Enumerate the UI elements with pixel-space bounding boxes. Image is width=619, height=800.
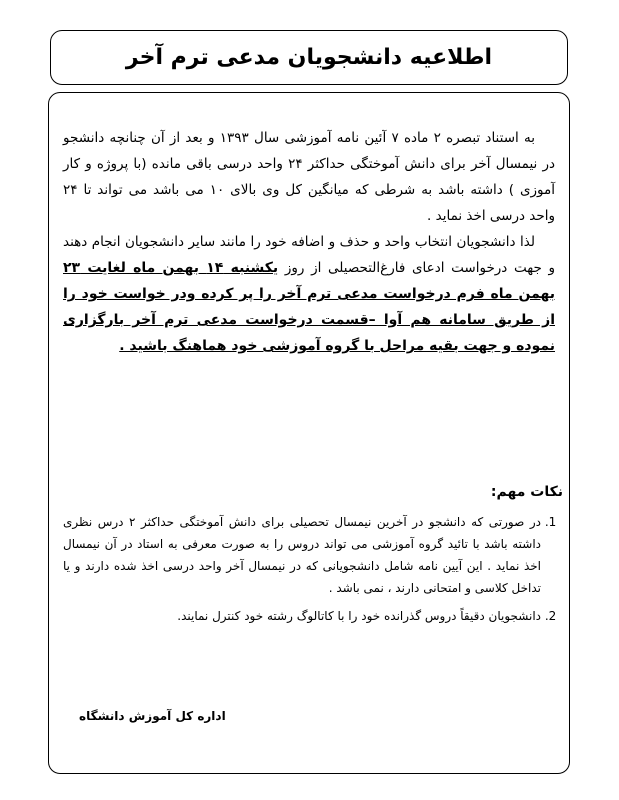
paragraph-instructions-plain: لذا دانشجویان انتخاب واحد و حذف و اضافه خود را مانند سایر دانشجویان انجام دهند و جهت درخواست ادعای فارغ‌التحصیلی از روز [63, 234, 555, 276]
paragraph-instructions-highlight: یکشنبه ۱۴ بهمن ماه لغایت ۲۳ بهمن ماه فرم درخواست مدعی ترم آخر را پر کرده ودر خواست خود را از طریق سامانه هم آوا –قسمت درخواست مدعی ترم آخر بارگزاری نموده و جهت بقیه مراحل با گروه آموزشی خود هماهنگ باشید . [63, 260, 555, 354]
notes-heading: نکات مهم: [490, 484, 563, 500]
notes-section [63, 481, 563, 633]
note-item: 1. در صورتی که دانشجو در آخرین نیمسال تحصیلی برای دانش آموختگی حداکثر ۲ درس نظری داشته باشد با تائید گروه آموزشی می تواند دروس را به صورت معرفی به استاد در آن نیمسال اخذ نماید . این آیین نامه شامل دانشجویانی که در نیمسال آخر واحد درسی اخذ شده دارند و یا تداخل کلاسی و امتحانی دارند ، نمی باشد . [63, 511, 541, 599]
paragraph-instructions [63, 229, 555, 359]
signature: اداره کل آموزش دانشگاه [79, 709, 226, 723]
content-box [48, 92, 570, 774]
notes-list [63, 511, 563, 627]
note-item: 2. دانشجویان دقیقاً دروس گذرانده خود را با کاتالوگ رشته خود کنترل نمایند. [63, 605, 541, 627]
body-text [63, 125, 555, 359]
page-title: اطلاعیه دانشجویان مدعی ترم آخر [125, 45, 493, 70]
paragraph-rule: به استناد تبصره ۲ ماده ۷ آئین نامه آموزشی سال ۱۳۹۳ و بعد از آن چنانچه دانشجو در نیمسال آخر برای دانش آموختگی حداکثر ۲۴ واحد درسی باقی مانده (با پروژه و کار آموزی ) داشته باشد به شرطی که میانگین کل وی بالای ۱۰ می باشد می تواند تا ۲۴ واحد درسی اخذ نماید . [63, 130, 555, 224]
title-box [50, 30, 568, 85]
